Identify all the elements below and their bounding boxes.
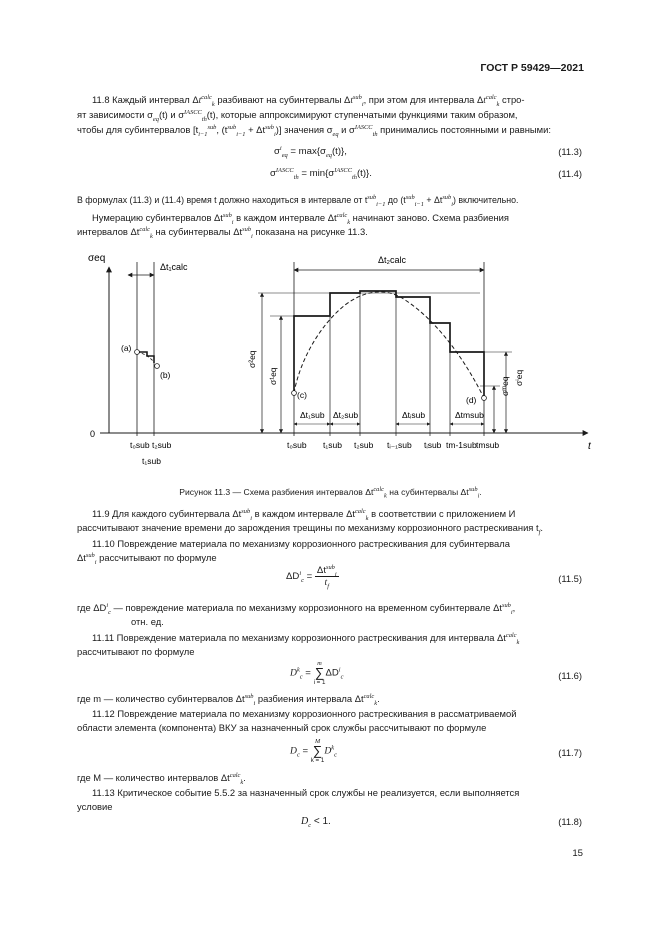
- equation-11-6: $D^k_c = m$ ∑ $i = 1\Delta D^i_c$: [290, 660, 344, 686]
- svg-text:σᵐeq: σᵐeq: [500, 376, 510, 396]
- svg-text:Δt₁sub: Δt₁sub: [300, 410, 325, 420]
- paragraph-11-8: 11.8 Каждый интервал $\Delta t^{calc}_k$ разбивают на субинтервалы $\Delta t^{sub}_i$, при этом для интервала $\Delta t^{calc}_k$ стро- ят зависимости $\sigma_{eq}(t)$ и $\sigma^{IASCC}_{th}(t)$, которые аппроксимируют ступенчатыми функциями таким образом, чтобы для субинтервалов [$t_{i-1}^{sub}$, $(t^{sub}_{i-1} + \Delta t^{sub}_i)$] значения $\sigma_{eq}$ и $\sigma^{IASCC}_{th}$ принимались постоянными и равными:: [77, 93, 551, 138]
- where-11-5: где $\Delta D^i_c$ — повреждение материала по механизму коррозионного на временном субинтервале $\Delta t^{sub}_i$, отн. ед.: [77, 601, 516, 628]
- equation-11-5: $\Delta D^i_c$ = $\frac{\Delta t^{sub}_i}{t_f}$: [286, 563, 337, 590]
- svg-text:σⁱeq: σⁱeq: [514, 369, 524, 386]
- svg-text:(c): (c): [297, 390, 307, 400]
- equation-11-6-number: (11.6): [558, 670, 582, 681]
- figure-caption: Рисунок 11.3 — Схема разбиения интервалов $\Delta t^{calc}_k$ на субинтервалы $\Delta t^{sub}_i$.: [179, 486, 482, 500]
- svg-text:Δtmsub: Δtmsub: [455, 410, 484, 420]
- where-11-6: где m — количество субинтервалов $\Delta t^{sub}_i$ разбиения интервала $\Delta t^{calc}_k$.: [77, 692, 380, 707]
- equation-11-4-number: (11.4): [558, 168, 582, 179]
- paragraph-11-13: 11.13 Критическое событие 5.5.2 за назначенный срок службы не реализуется, если выполняется условие: [77, 787, 520, 813]
- svg-text:Δtᵢsub: Δtᵢsub: [402, 410, 426, 420]
- document-header: ГОСТ Р 59429—2021: [480, 62, 584, 74]
- paragraph-11-11: 11.11 Повреждение материала по механизму коррозионного растрескивания для интервала $\Delta t^{calc}_k$ рассчитывают по формуле: [77, 631, 520, 658]
- svg-text:t₀sub: t₀sub: [130, 440, 150, 450]
- svg-text:(d): (d): [466, 395, 477, 405]
- svg-text:t₂sub: t₂sub: [152, 440, 172, 450]
- svg-text:σ²eq: σ²eq: [247, 350, 257, 368]
- paragraph-11-9: 11.9 Для каждого субинтервала $\Delta t^{sub}_i$ в каждом интервале $\Delta t^{calc}_k$ в соответствии с приложением И рассчитывают значение времени до зарождения трещины по механизму коррозионного растрескивания $t_f$.: [77, 507, 543, 537]
- svg-text:t₀sub: t₀sub: [287, 440, 307, 450]
- equation-11-7: $D_c = M$ ∑ $k = 1D^k_c$: [290, 738, 337, 764]
- x-axis-label: t: [588, 441, 591, 452]
- y-axis-label: σeq: [88, 253, 106, 264]
- svg-text:t₁sub: t₁sub: [323, 440, 342, 450]
- svg-text:(a): (a): [121, 343, 132, 353]
- svg-text:Δt₂sub: Δt₂sub: [333, 410, 359, 420]
- page-number: 15: [572, 848, 583, 859]
- paragraph-time-interval: В формулах (11.3) и (11.4) время t должно находиться в интервале от $t^{sub}_{i-1}$ до $(t^{sub}_{i-1} + \Delta t^{sub}_i)$ включительно.: [77, 194, 519, 208]
- svg-text:t₂sub: t₂sub: [354, 440, 374, 450]
- where-11-7: где M — количество интервалов $\Delta t^{calc}_k$.: [77, 771, 246, 786]
- svg-text:tm-1sub: tm-1sub: [446, 440, 477, 450]
- svg-text:σ¹eq: σ¹eq: [268, 367, 278, 385]
- svg-text:(b): (b): [160, 370, 171, 380]
- paragraph-numbering: Нумерацию субинтервалов $\Delta t^{sub}_i$ в каждом интервале $\Delta t^{calc}_k$ начинают заново. Схема разбиения интервалов $\Delta t^{calc}_k$ на субинтервалы $\Delta t^{sub}_i$ показана на рисунке 11.3.: [77, 211, 509, 241]
- equation-11-7-number: (11.7): [558, 747, 582, 758]
- svg-text:Δt₂calc: Δt₂calc: [378, 255, 407, 265]
- svg-text:t₁sub: t₁sub: [142, 456, 161, 466]
- equation-11-4: $\sigma^{IASCC}_{th} = \min\{\sigma^{IASCC}_{th}(t)\}$.: [270, 166, 372, 181]
- point-a: [135, 350, 140, 355]
- equation-11-5-number: (11.5): [558, 573, 582, 584]
- svg-text:Δt₁calc: Δt₁calc: [160, 262, 188, 272]
- svg-text:tᵢsub: tᵢsub: [424, 440, 442, 450]
- point-c: [292, 391, 297, 396]
- origin-label: 0: [90, 429, 96, 439]
- svg-text:tmsub: tmsub: [476, 440, 500, 450]
- paragraph-11-12: 11.12 Повреждение материала по механизму коррозионного растрескивания в рассматриваемой области элемента (компонента) ВКУ за назначенный срок службы рассчитывают по формуле: [77, 708, 517, 734]
- equation-11-8-number: (11.8): [558, 816, 582, 827]
- equation-11-8: $D_c < 1$.: [301, 816, 331, 829]
- figure-11-3-diagram: [0, 240, 661, 480]
- equation-11-3-number: (11.3): [558, 146, 582, 157]
- point-b: [155, 364, 160, 369]
- point-d: [482, 396, 487, 401]
- svg-text:tᵢ₋₁sub: tᵢ₋₁sub: [387, 440, 412, 450]
- equation-11-3: $\sigma^i_{eq} = \max\{\sigma_{eq}(t)\}$,: [274, 144, 347, 159]
- paragraph-11-10: 11.10 Повреждение материала по механизму коррозионного растрескивания для субинтервала $\Delta t^{sub}_i$ рассчитывают по формуле: [77, 538, 510, 567]
